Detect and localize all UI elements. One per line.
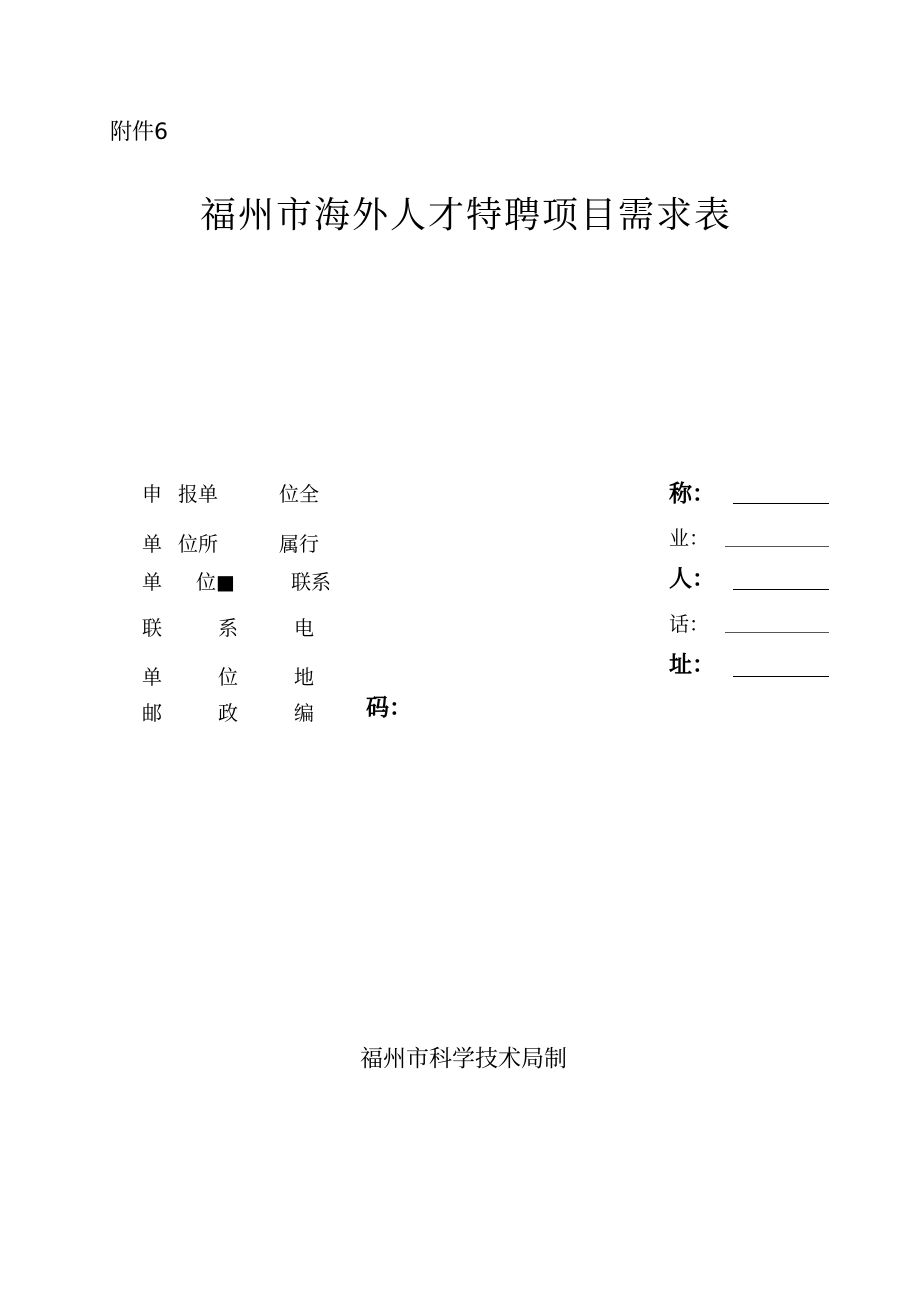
field-contact-label-2: 位■ bbox=[196, 570, 235, 594]
document-title: 福州市海外人才特聘项目需求表 bbox=[200, 195, 733, 236]
field-phone-suffix: 话： bbox=[669, 612, 709, 636]
field-postcode-suffix: 码： bbox=[366, 695, 412, 721]
field-company-name-suffix: 称： bbox=[669, 481, 715, 507]
field-industry-label-1: 单 bbox=[142, 532, 162, 556]
field-industry-label-3: 属行 bbox=[279, 532, 319, 556]
field-postcode-label-2: 政 bbox=[218, 701, 238, 725]
industry-input-line[interactable] bbox=[725, 546, 829, 547]
contact-input-line[interactable] bbox=[733, 589, 829, 590]
phone-input-line[interactable] bbox=[725, 632, 829, 633]
field-contact-label-1: 单 bbox=[142, 570, 162, 594]
field-company-name-label-1: 申 bbox=[142, 482, 162, 506]
address-input-line[interactable] bbox=[733, 676, 829, 677]
field-phone-label-3: 电 bbox=[294, 616, 314, 640]
field-address-label-2: 位 bbox=[218, 665, 238, 689]
company-name-input-line[interactable] bbox=[733, 503, 829, 504]
field-company-name-label-3: 位全 bbox=[279, 482, 319, 506]
attachment-label: 附件6 bbox=[110, 120, 168, 145]
field-phone-label-2: 系 bbox=[218, 616, 238, 640]
field-postcode-label-3: 编 bbox=[294, 701, 314, 725]
field-phone-label-1: 联 bbox=[142, 616, 162, 640]
field-company-name-label-2: 报单 bbox=[178, 482, 218, 506]
field-address-label-3: 地 bbox=[294, 665, 314, 689]
field-industry-label-2: 位所 bbox=[178, 532, 218, 556]
field-industry-suffix: 业： bbox=[669, 526, 709, 550]
field-contact-suffix: 人： bbox=[669, 566, 715, 592]
field-address-suffix: 址： bbox=[669, 652, 715, 678]
field-postcode-label-1: 邮 bbox=[142, 701, 162, 725]
field-contact-label-3: 联系 bbox=[291, 570, 331, 594]
field-address-label-1: 单 bbox=[142, 665, 162, 689]
issuer-footer: 福州市科学技术局制 bbox=[360, 1046, 567, 1072]
